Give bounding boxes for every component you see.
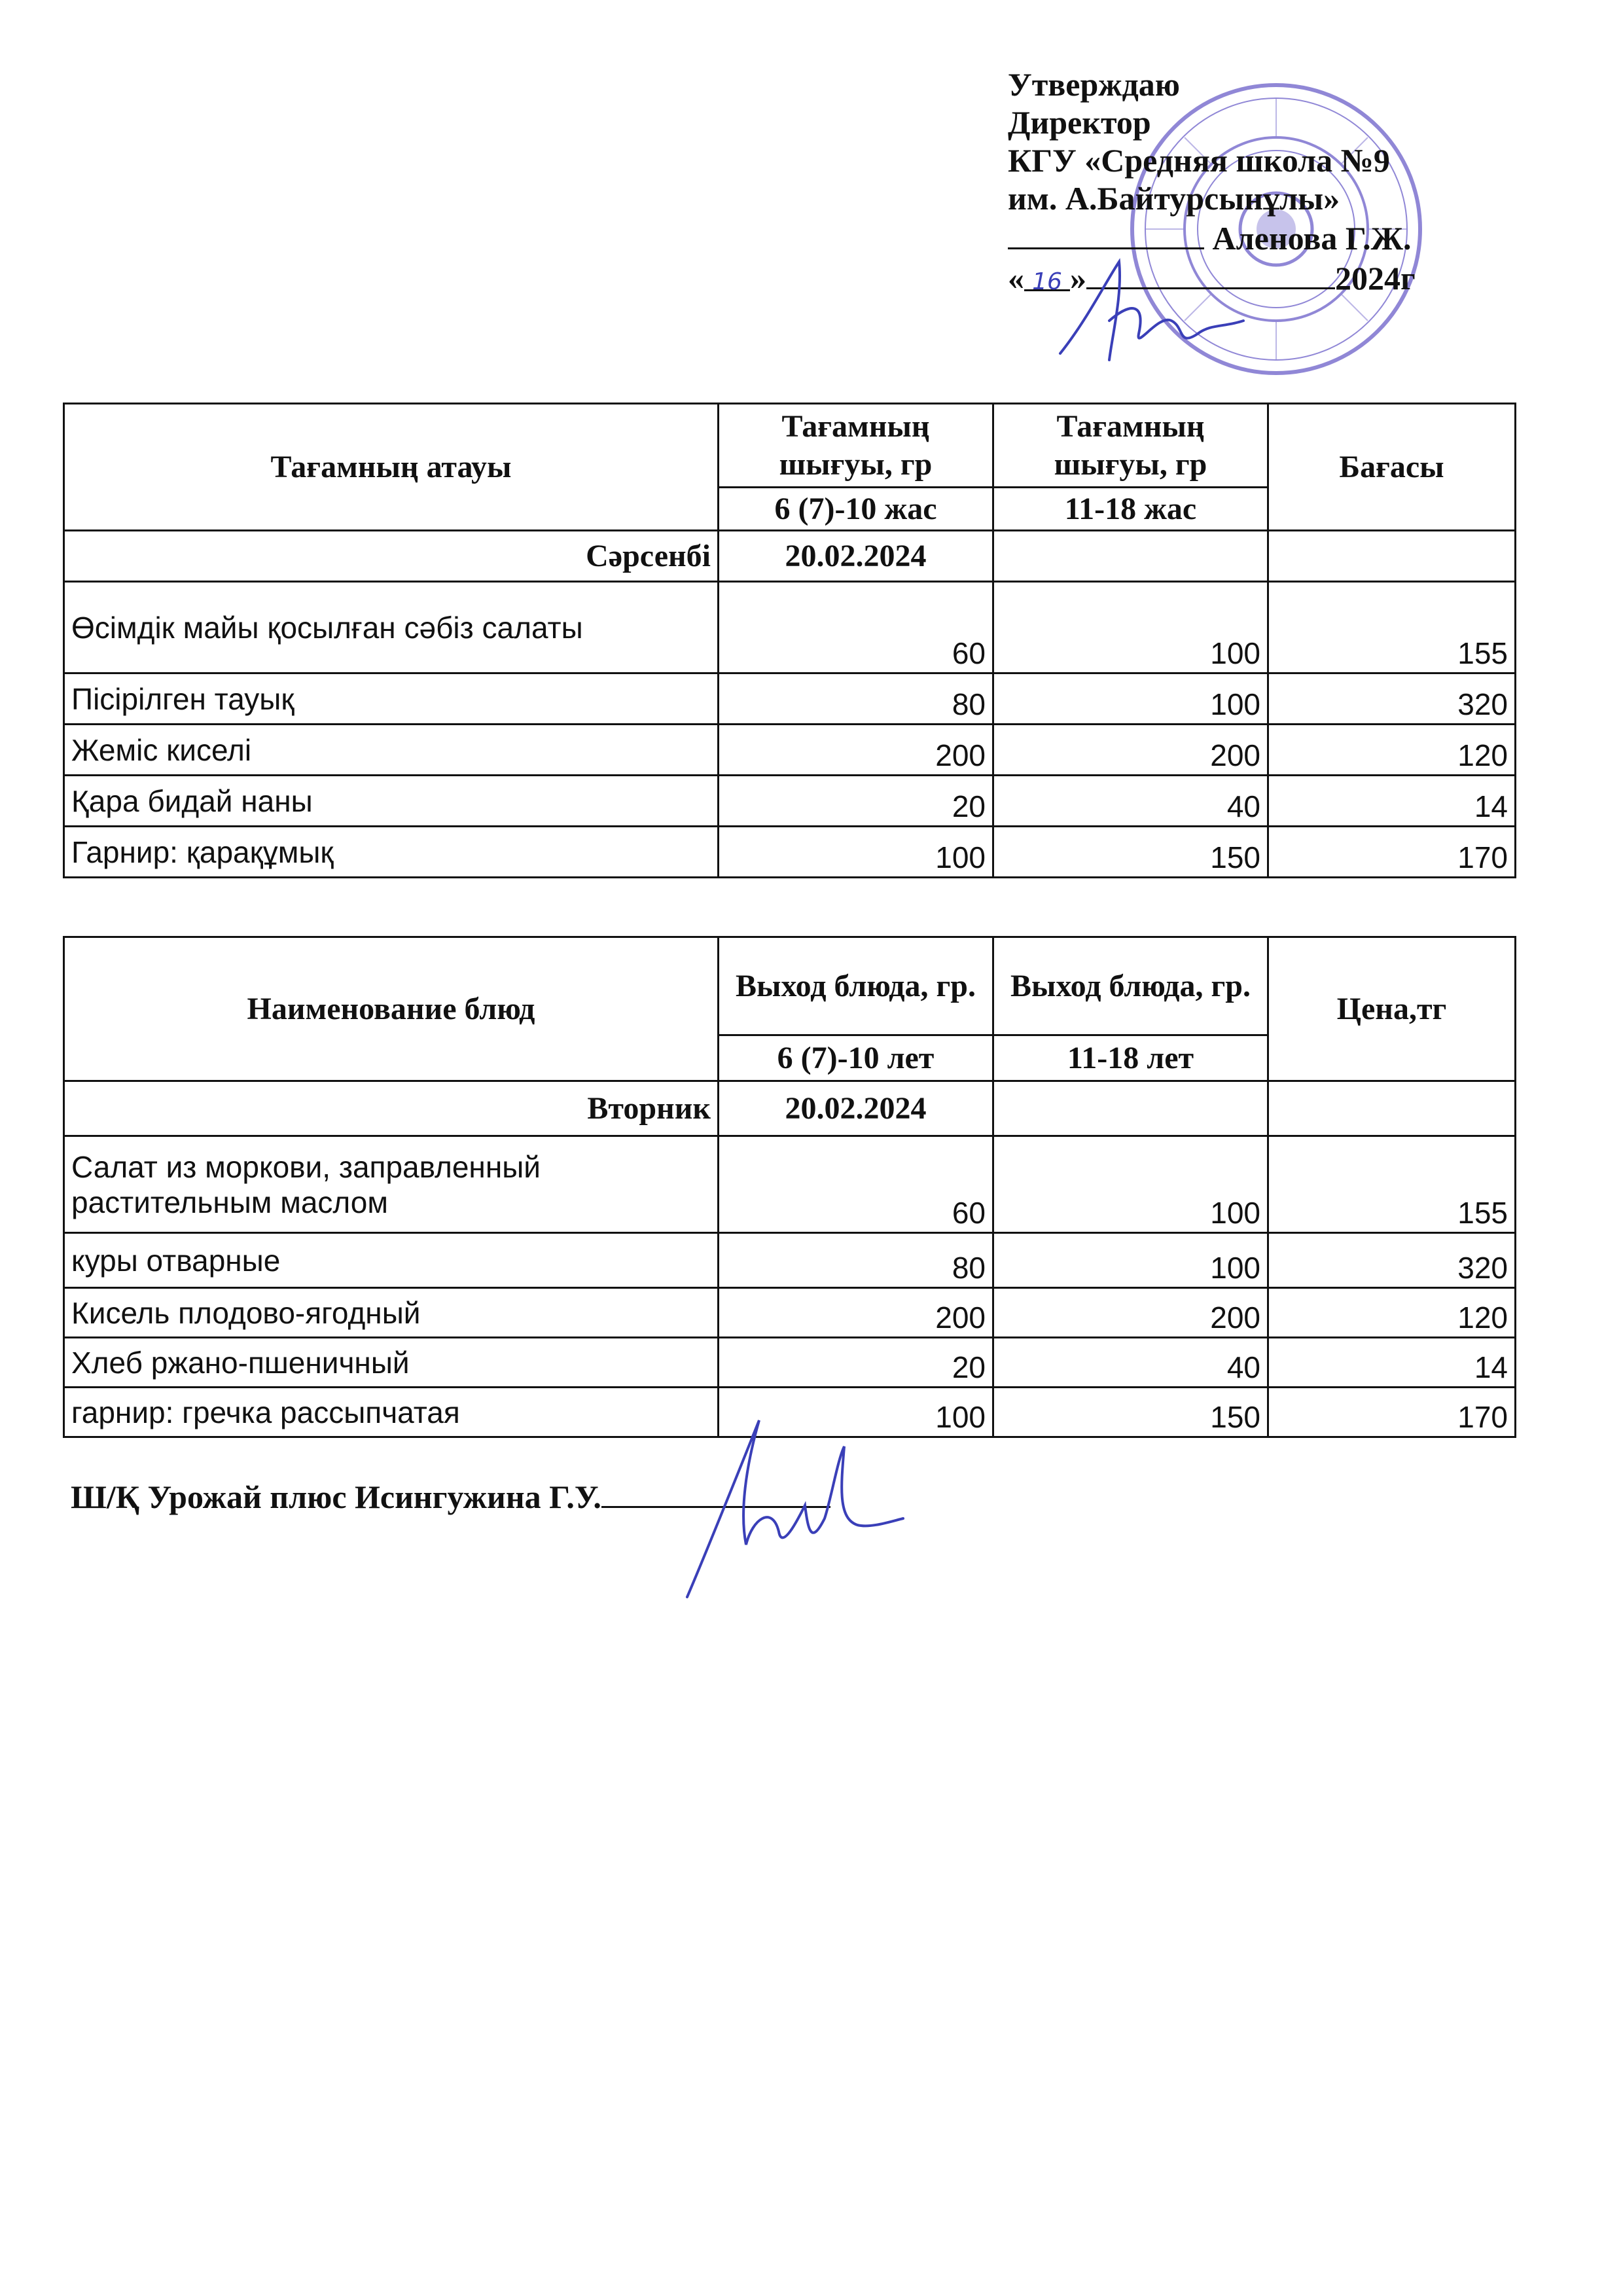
header-yield-older: Выход блюда, гр. (993, 937, 1268, 1035)
dish-name: Гарнир: қарақұмық (64, 827, 719, 878)
yield-younger: 100 (719, 827, 993, 878)
supplier-text: Ш/Қ Урожай плюс Исингужина Г.У. (71, 1479, 601, 1515)
dish-price: 14 (1268, 776, 1516, 827)
yield-older: 100 (993, 673, 1268, 725)
header-dish-name: Тағамның атауы (64, 404, 719, 531)
date-quote-close: » (1070, 260, 1086, 296)
dish-name: Жеміс киселі (64, 725, 719, 776)
menu-table-russian (63, 936, 1516, 1438)
header-age-older: 11-18 лет (993, 1035, 1268, 1081)
dish-name: куры отварные (64, 1233, 719, 1288)
header-age-younger: 6 (7)-10 лет (719, 1035, 993, 1081)
header-yield-younger: Выход блюда, гр. (719, 937, 993, 1035)
table-row (64, 1136, 1516, 1233)
header-yield-older: Тағамның шығуы, гр (993, 404, 1268, 488)
dish-price: 320 (1268, 1233, 1516, 1288)
yield-younger: 200 (719, 725, 993, 776)
empty-cell (993, 531, 1268, 582)
menu-date: 20.02.2024 (719, 1081, 993, 1136)
day-of-week: Вторник (64, 1081, 719, 1136)
menu-table-kazakh (63, 403, 1516, 878)
date-quote-open: « (1008, 260, 1024, 296)
dish-name: Салат из моркови, заправленный растительным маслом (64, 1136, 719, 1233)
header-age-younger: 6 (7)-10 жас (719, 488, 993, 531)
dish-name: Пісірілген тауық (64, 673, 719, 725)
approval-position: Директор (1008, 104, 1151, 141)
dish-price: 120 (1268, 725, 1516, 776)
table-row (64, 776, 1516, 827)
dish-price: 14 (1268, 1338, 1516, 1388)
table-row (64, 582, 1516, 673)
dish-price: 155 (1268, 582, 1516, 673)
yield-older: 100 (993, 1233, 1268, 1288)
dish-price: 170 (1268, 827, 1516, 878)
header-yield-younger: Тағамның шығуы, гр (719, 404, 993, 488)
header-dish-name: Наименование блюд (64, 937, 719, 1081)
table-row (64, 725, 1516, 776)
header-price: Бағасы (1268, 404, 1516, 531)
yield-younger: 200 (719, 1288, 993, 1338)
dish-name: гарнир: гречка рассыпчатая (64, 1388, 719, 1437)
empty-cell (993, 1081, 1268, 1136)
yield-older: 200 (993, 1288, 1268, 1338)
yield-younger: 60 (719, 1136, 993, 1233)
dish-price: 155 (1268, 1136, 1516, 1233)
date-year: 2024г (1335, 260, 1416, 296)
approval-organization-name: им. А.Байтурсынұлы» (1008, 180, 1340, 217)
yield-older: 100 (993, 1136, 1268, 1233)
director-name: Аленова Г.Ж. (1212, 220, 1412, 257)
yield-younger: 80 (719, 1233, 993, 1288)
dish-price: 170 (1268, 1388, 1516, 1437)
table-row (64, 1233, 1516, 1288)
supplier-signature (674, 1407, 910, 1604)
yield-older: 40 (993, 1338, 1268, 1388)
yield-younger: 20 (719, 1338, 993, 1388)
header-price: Цена,тг (1268, 937, 1516, 1081)
dish-name: Хлеб ржано-пшеничный (64, 1338, 719, 1388)
dish-name: Кисель плодово-ягодный (64, 1288, 719, 1338)
table-row (64, 1288, 1516, 1338)
approval-organization: КГУ «Средняя школа №9 (1008, 142, 1390, 179)
yield-older: 150 (993, 827, 1268, 878)
dish-name: Қара бидай наны (64, 776, 719, 827)
table-row (64, 673, 1516, 725)
yield-older: 150 (993, 1388, 1268, 1437)
empty-cell (1268, 531, 1516, 582)
yield-younger: 100 (719, 1388, 993, 1437)
yield-older: 40 (993, 776, 1268, 827)
menu-date: 20.02.2024 (719, 531, 993, 582)
dish-name: Өсімдік майы қосылған сәбіз салаты (64, 582, 719, 673)
yield-younger: 20 (719, 776, 993, 827)
date-day: 16 (1024, 259, 1070, 291)
table-row (64, 827, 1516, 878)
yield-older: 100 (993, 582, 1268, 673)
empty-cell (1268, 1081, 1516, 1136)
header-age-older: 11-18 жас (993, 488, 1268, 531)
yield-younger: 60 (719, 582, 993, 673)
day-of-week: Сәрсенбі (64, 531, 719, 582)
table-row (64, 1338, 1516, 1388)
dish-price: 120 (1268, 1288, 1516, 1338)
yield-older: 200 (993, 725, 1268, 776)
director-signature (1047, 242, 1270, 373)
approval-title: Утверждаю (1008, 66, 1181, 103)
yield-younger: 80 (719, 673, 993, 725)
dish-price: 320 (1268, 673, 1516, 725)
